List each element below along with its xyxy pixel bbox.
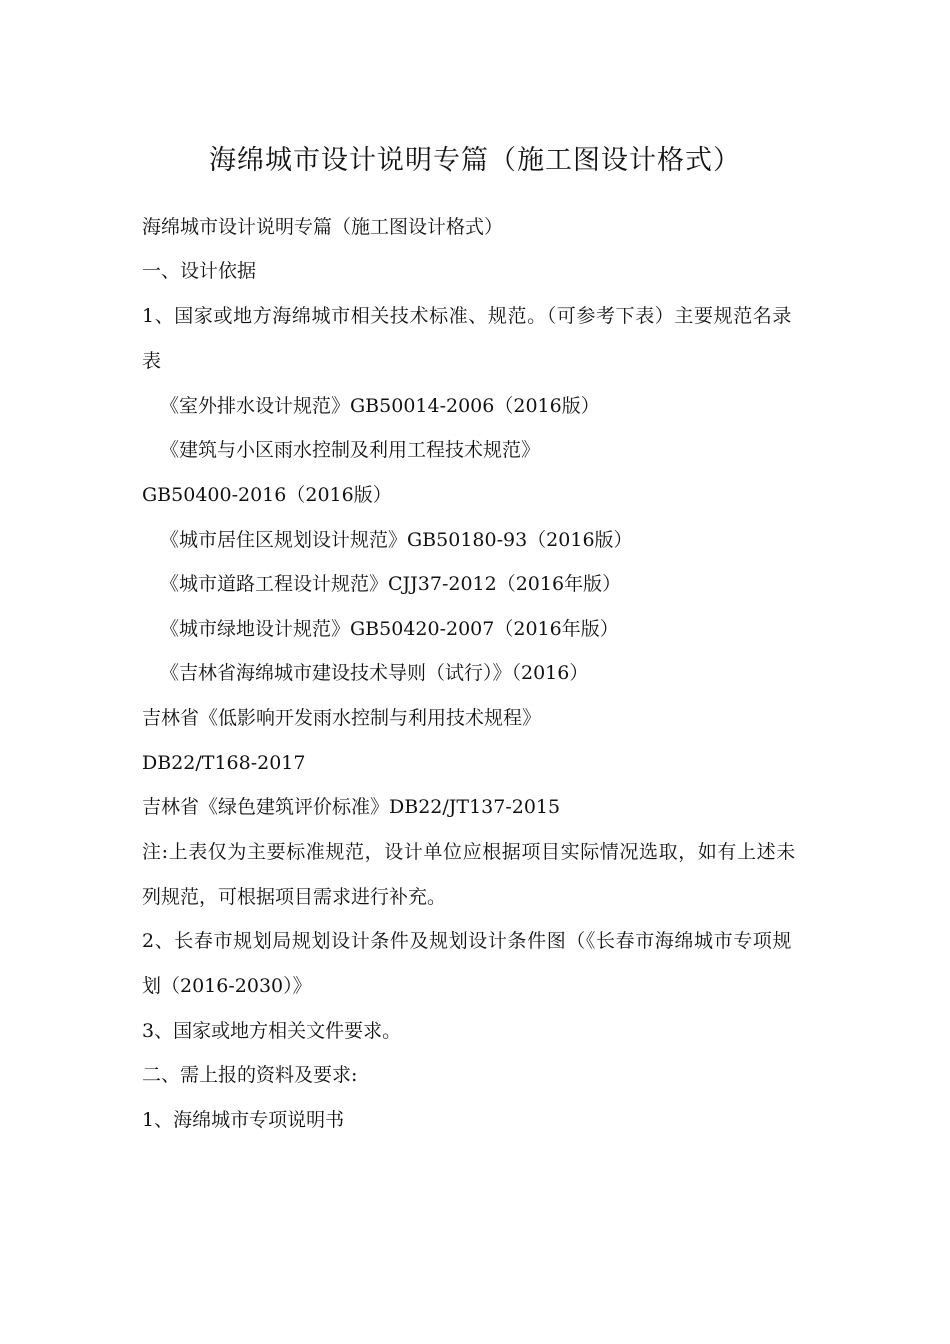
paragraph-line: 划（2016-2030）》: [142, 975, 312, 997]
section-heading-basis: 一、设计依据: [142, 260, 257, 282]
standard-item: 吉林省《绿色建筑评价标准》DB22/JT137-2015: [142, 796, 561, 818]
standard-item: 《城市道路工程设计规范》CJJ37-2012（2016年版）: [160, 573, 622, 595]
document-title: 海绵城市设计说明专篇（施工图设计格式）: [209, 145, 741, 176]
note-line: 注:上表仅为主要标准规范，设计单位应根据项目实际情况选取，如有上述未: [142, 841, 796, 863]
paragraph-line: 1、国家或地方海绵城市相关技术标准、规范。（可参考下表）主要规范名录: [142, 305, 792, 327]
standard-item: 《建筑与小区雨水控制及利用工程技术规范》: [160, 439, 541, 461]
standard-item: 《吉林省海绵城市建设技术导则（试行）》（2016）: [160, 662, 589, 684]
paragraph-line: 2、长春市规划局规划设计条件及规划设计条件图（《长春市海绵城市专项规: [142, 930, 792, 952]
standard-item: DB22/T168-2017: [142, 752, 306, 774]
standard-item: 《室外排水设计规范》GB50014-2006（2016版）: [160, 395, 600, 417]
standard-item: 《城市绿地设计规范》GB50420-2007（2016年版）: [160, 618, 619, 640]
standard-item: GB50400-2016（2016版）: [142, 484, 392, 506]
paragraph-line: 1、海绵城市专项说明书: [142, 1109, 345, 1131]
subtitle-line: 海绵城市设计说明专篇（施工图设计格式）: [142, 216, 504, 238]
standard-item: 《城市居住区规划设计规范》GB50180-93（2016版）: [160, 529, 633, 551]
section-heading-submission: 二、需上报的资料及要求:: [142, 1064, 358, 1086]
standard-item: 吉林省《低影响开发雨水控制与利用技术规程》: [142, 707, 542, 729]
paragraph-line: 表: [142, 350, 162, 372]
note-line: 列规范，可根据项目需求进行补充。: [142, 886, 447, 908]
paragraph-line: 3、国家或地方相关文件要求。: [142, 1020, 402, 1042]
